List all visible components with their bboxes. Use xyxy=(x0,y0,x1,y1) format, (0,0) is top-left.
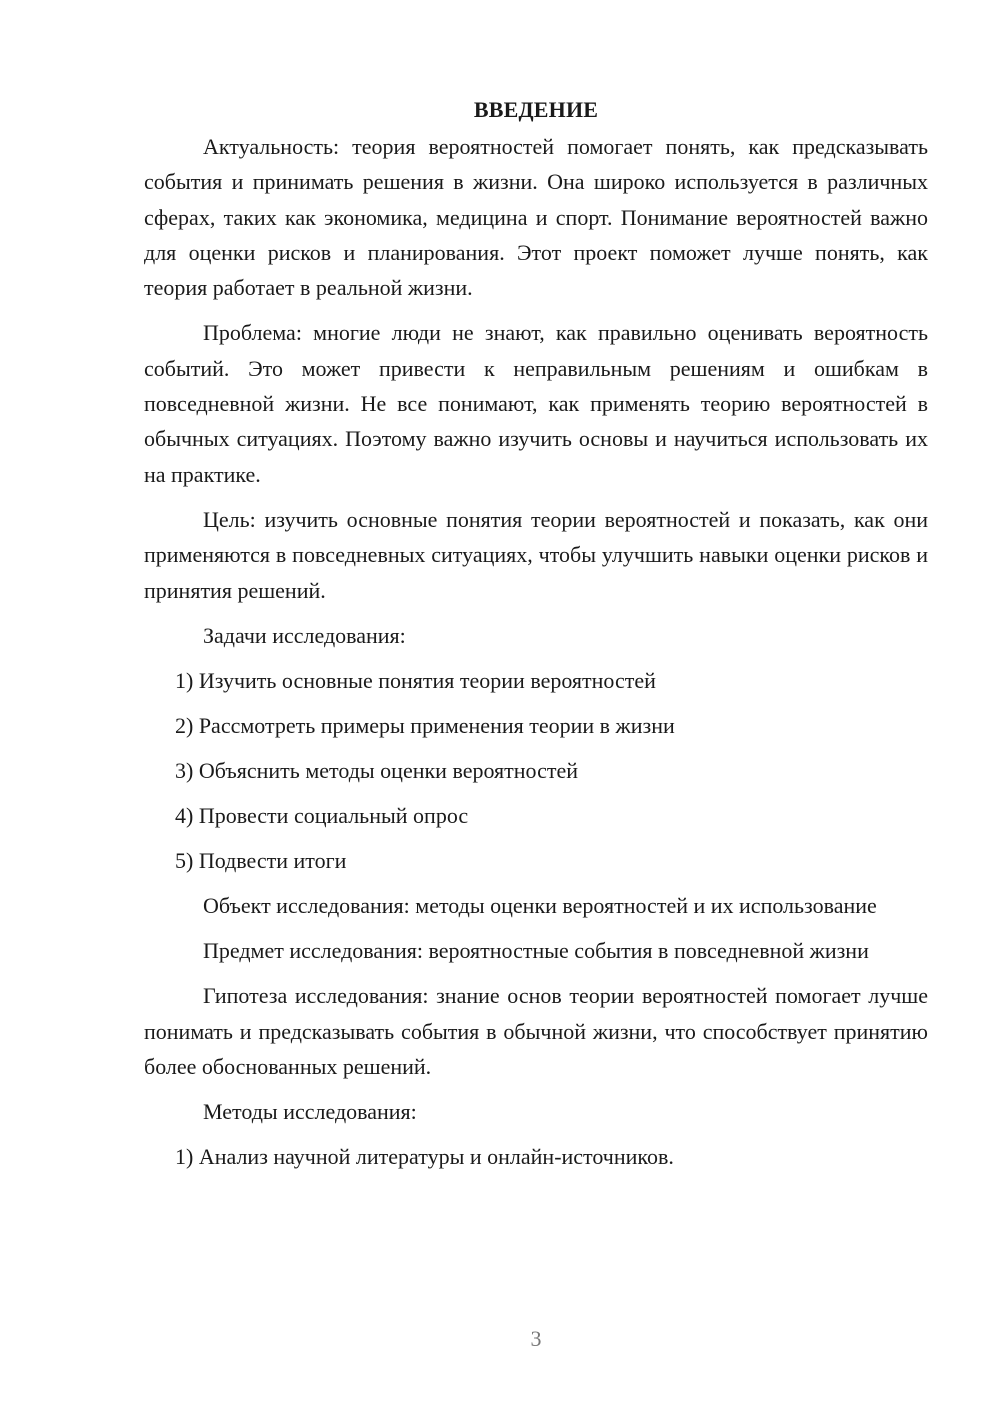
document-page xyxy=(144,92,928,1184)
methods-label: Методы исследования: xyxy=(203,1099,417,1125)
task-item: 1) Изучить основные понятия теории вероятностей xyxy=(175,667,656,693)
page-number: 3 xyxy=(530,1326,542,1351)
tasks-label: Задачи исследования: xyxy=(203,622,406,648)
relevance-paragraph: Актуальность: теория вероятностей помогает понять, как предсказывать события и принимать решения в жизни. Она широко используется в различных сферах, таких как экономика, медицина и спорт. Понимание вероятностей важно для оценки рисков и планирования. Этот проект поможет лучше понять, как теория работает в реальной жизни. xyxy=(144,134,928,301)
section-heading: ВВЕДЕНИЕ xyxy=(473,97,599,122)
task-item: 2) Рассмотреть примеры применения теории в жизни xyxy=(175,712,675,738)
object-paragraph: Объект исследования: методы оценки вероятностей и их использование xyxy=(203,892,877,918)
subject-paragraph: Предмет исследования: вероятностные события в повседневной жизни xyxy=(203,938,869,964)
task-item: 3) Объяснить методы оценки вероятностей xyxy=(175,757,579,783)
method-item: 1) Анализ научной литературы и онлайн-источников. xyxy=(175,1144,674,1170)
hypothesis-paragraph: Гипотеза исследования: знание основ теории вероятностей помогает лучше понимать и предсказывать события в обычной жизни, что способствует принятию более обоснованных решений. xyxy=(144,983,928,1080)
goal-paragraph: Цель: изучить основные понятия теории вероятностей и показать, как они применяются в повседневных ситуациях, чтобы улучшить навыки оценки рисков и принятия решений. xyxy=(144,506,928,603)
task-item: 4) Провести социальный опрос xyxy=(175,802,469,828)
task-item: 5) Подвести итоги xyxy=(175,847,347,873)
problem-paragraph: Проблема: многие люди не знают, как правильно оценивать вероятность событий. Это может привести к неправильным решениям и ошибкам в повседневной жизни. Не все понимают, как применять теорию вероятностей в обычных ситуациях. Поэтому важно изучить основы и научиться использовать их на практике. xyxy=(144,320,928,487)
